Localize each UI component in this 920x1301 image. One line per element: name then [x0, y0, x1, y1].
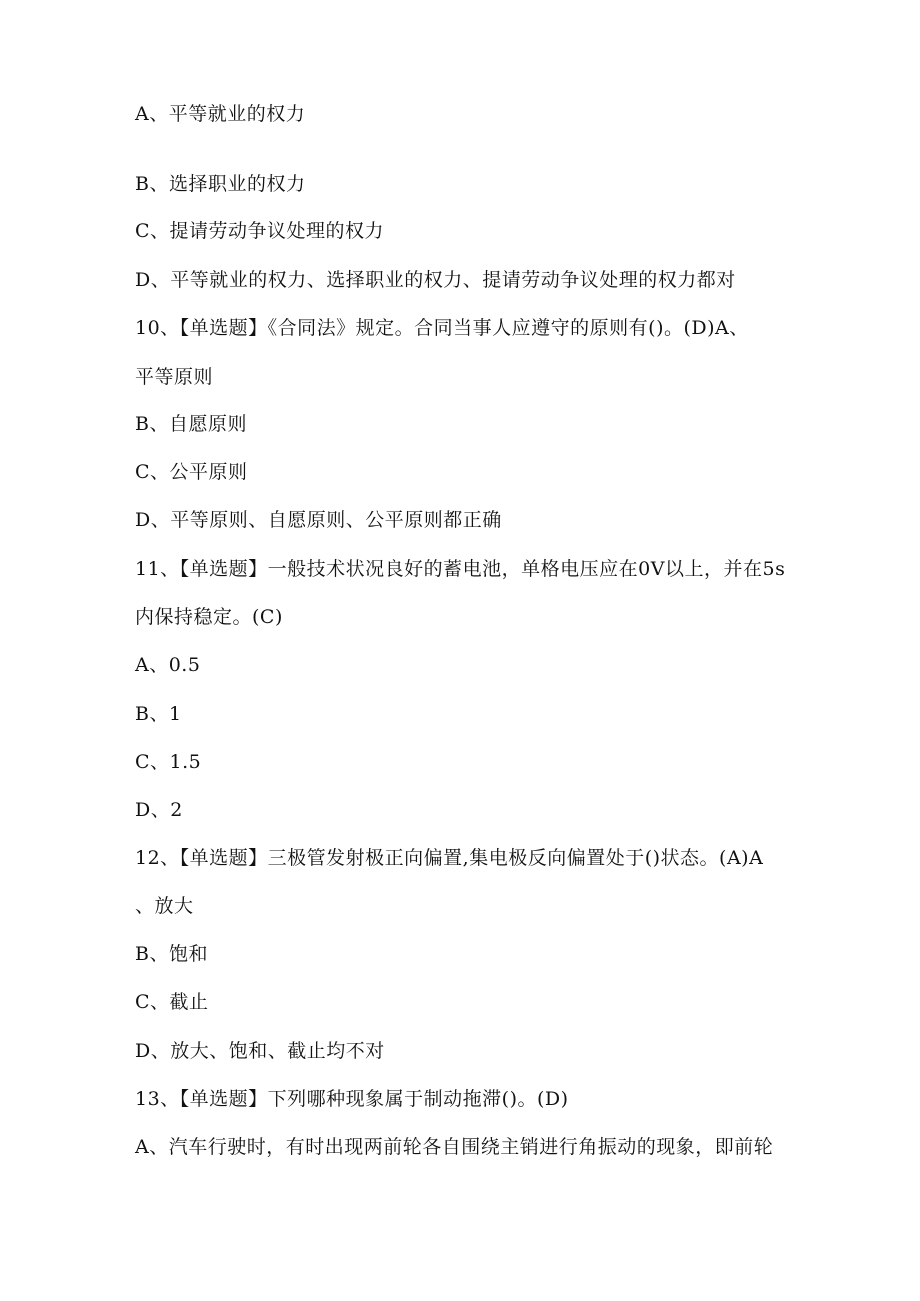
q12-option-b: B、饱和 [135, 943, 208, 965]
q10-stem: 10、【单选题】《合同法》规定。合同当事人应遵守的原则有()。(D)A、 [135, 317, 749, 339]
q11-option-d: D、2 [135, 799, 183, 821]
q11-stem: 11、【单选题】一般技术状况良好的蓄电池，单格电压应在0V以上，并在5s [135, 558, 786, 580]
q12-stem-continued: 、放大 [135, 895, 194, 917]
q12-stem: 12、【单选题】三极管发射极正向偏置,集电极反向偏置处于()状态。(A)A [135, 847, 764, 869]
q10-stem-continued: 平等原则 [135, 366, 214, 388]
q11-option-c: C、1.5 [135, 751, 202, 773]
q9-option-c: C、提请劳动争议处理的权力 [135, 220, 385, 242]
q13-option-a: A、汽车行驶时，有时出现两前轮各自围绕主销进行角振动的现象，即前轮 [135, 1136, 774, 1158]
q13-stem: 13、【单选题】下列哪种现象属于制动拖滞()。(D) [135, 1088, 569, 1110]
q12-option-c: C、截止 [135, 991, 209, 1013]
q10-option-c: C、公平原则 [135, 461, 248, 483]
q12-option-d: D、放大、饱和、截止均不对 [135, 1040, 385, 1062]
q9-option-a: A、平等就业的权力 [135, 103, 306, 125]
q9-option-b: B、选择职业的权力 [135, 173, 306, 195]
q10-option-d: D、平等原则、自愿原则、公平原则都正确 [135, 509, 502, 531]
q9-option-d: D、平等就业的权力、选择职业的权力、提请劳动争议处理的权力都对 [135, 269, 736, 291]
q10-option-b: B、自愿原则 [135, 413, 247, 435]
q11-stem-continued: 内保持稳定。(C) [135, 606, 283, 628]
q11-option-a: A、0.5 [135, 654, 201, 676]
q11-option-b: B、1 [135, 703, 182, 725]
